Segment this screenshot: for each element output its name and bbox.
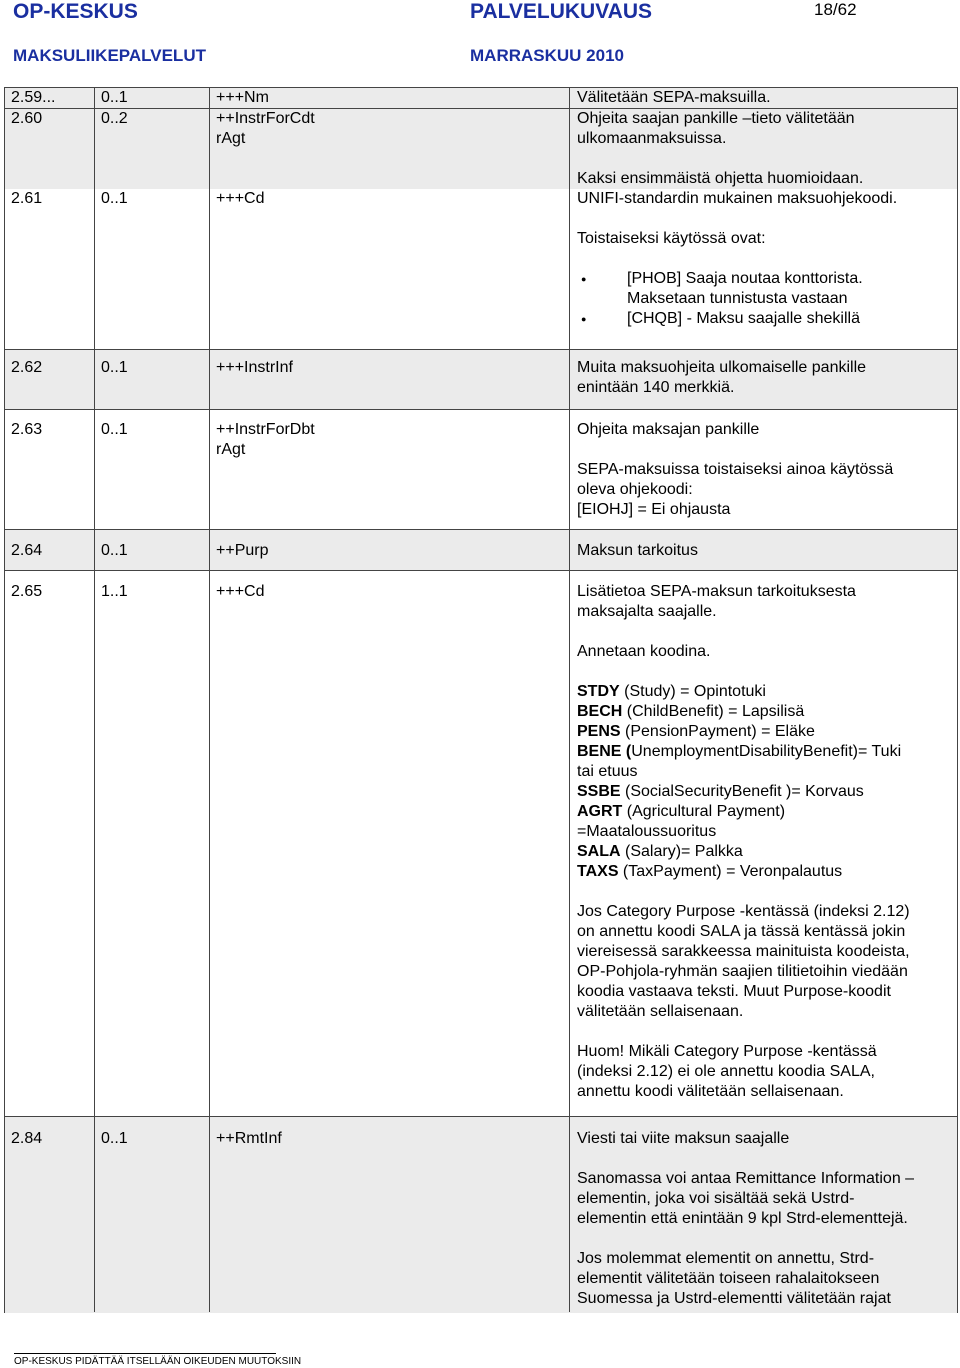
bullet-item: ● [PHOB] Saaja noutaa konttorista. Maksetaan tunnistusta vastaan <box>577 269 952 309</box>
purpose-code-meaning: (Salary)= Palkka <box>620 843 743 860</box>
remittance-note <box>577 1169 952 1229</box>
purpose-code-meaning: UnemploymentDisabilityBenefit)= Tuki <box>631 743 902 760</box>
row-cardinality: 1..1 <box>101 583 128 600</box>
row-cardinality: 0..1 <box>101 359 128 376</box>
row-description <box>577 358 952 398</box>
footer-note: OP-KESKUS PIDÄTTÄÄ ITSELLÄÄN OIKEUDEN MUUTOKSIIN <box>14 1356 302 1367</box>
row-cardinality: 0..1 <box>101 89 128 106</box>
description-line: Toistaiseksi käytössä ovat: <box>577 230 766 247</box>
purpose-code-line <box>577 722 952 742</box>
purpose-code-line <box>577 742 952 762</box>
description-line: [EIOHJ] = Ei ohjausta <box>577 501 731 518</box>
row-2-84 <box>5 1117 957 1313</box>
purpose-code-meaning: (Agricultural Payment) <box>622 803 786 820</box>
description-line: Sanomassa voi antaa Remittance Information – <box>577 1170 915 1187</box>
description-line: Annetaan koodina. <box>577 643 711 660</box>
description-line: oleva ohjekoodi: <box>577 481 693 498</box>
description-line: Muita maksuohjeita ulkomaiselle pankille <box>577 359 867 376</box>
purpose-code-meaning: (Study) = Opintotuki <box>619 683 766 700</box>
row-cardinality: 0..1 <box>101 1130 128 1147</box>
purpose-code: BECH <box>577 703 623 720</box>
row-2-63 <box>5 409 957 529</box>
purpose-code-line <box>577 862 952 882</box>
description-line: Ohjeita maksajan pankille <box>577 421 760 438</box>
description-line: välitetään sellaisenaan. <box>577 1003 744 1020</box>
field-name-line: rAgt <box>216 441 246 458</box>
description-line: koodia vastaava teksti. Muut Purpose-koodit <box>577 983 891 1000</box>
description-line: (indeksi 2.12) ei ole annettu koodia SALA, <box>577 1063 875 1080</box>
row-2-59 <box>5 88 957 108</box>
row-cardinality: 0..2 <box>101 110 128 127</box>
description-line: elementit välitetään toiseen rahalaitokseen <box>577 1270 880 1287</box>
description-line: Lisätietoa SEPA-maksun tarkoituksesta <box>577 583 856 600</box>
row-description <box>577 189 952 329</box>
row-cardinality: 0..1 <box>101 542 128 559</box>
document-date: MARRASKUU 2010 <box>470 46 624 65</box>
huom-note <box>577 1042 952 1102</box>
description-line: Suomessa ja Ustrd-elementti välitetään rajat <box>577 1290 891 1307</box>
purpose-code: SSBE <box>577 783 621 800</box>
row-description: Välitetään SEPA-maksuilla. <box>577 89 771 106</box>
description-line: UNIFI-standardin mukainen maksuohjekoodi. <box>577 190 898 207</box>
row-id: 2.63 <box>11 421 43 438</box>
description-line: Huom! Mikäli Category Purpose -kentässä <box>577 1043 877 1060</box>
description-line: Ohjeita saajan pankille –tieto välitetään <box>577 110 855 127</box>
footer-rule <box>14 1353 276 1354</box>
description-line: Jos Category Purpose -kentässä (indeksi 2.12) <box>577 903 910 920</box>
row-description <box>577 109 952 189</box>
purpose-code-meaning: (ChildBenefit) = Lapsilisä <box>622 703 805 720</box>
purpose-code-line <box>577 802 952 822</box>
description-line: elementin, joka voi sisältää sekä Ustrd- <box>577 1190 855 1207</box>
description-line: maksajalta saajalle. <box>577 603 717 620</box>
description-line: ulkomaanmaksuissa. <box>577 130 727 147</box>
bullet-item: ● [CHQB] - Maksu saajalle shekillä <box>577 309 952 329</box>
row-2-60 <box>5 109 957 189</box>
purpose-code-meaning: tai etuus <box>577 763 638 780</box>
remittance-note-2 <box>577 1249 952 1309</box>
purpose-code-line <box>577 762 952 782</box>
page-number: 18/62 <box>814 0 857 19</box>
row-description <box>577 582 952 1102</box>
purpose-code: PENS <box>577 723 621 740</box>
row-2-65 <box>5 571 957 1116</box>
row-id: 2.61 <box>11 190 43 207</box>
description-line: Kaksi ensimmäistä ohjetta huomioidaan. <box>577 170 864 187</box>
row-description <box>577 420 952 520</box>
description-line: OP-Pohjola-ryhmän saajien tilitietoihin viedään <box>577 963 908 980</box>
purpose-code: AGRT <box>577 803 623 820</box>
row-2-61 <box>5 189 957 349</box>
field-name-line: ++InstrForCdt <box>216 110 315 127</box>
row-field-name: +++InstrInf <box>216 359 293 376</box>
row-field-name: ++Purp <box>216 542 269 559</box>
document-title: PALVELUKUVAUS <box>470 0 653 23</box>
org-name: OP-KESKUS <box>13 0 138 23</box>
description-line: on annettu koodi SALA ja tässä kentässä jokin <box>577 923 906 940</box>
row-cardinality: 0..1 <box>101 421 128 438</box>
purpose-code: TAXS <box>577 863 619 880</box>
description-line: elementin että enintään 9 kpl Strd-elementtejä. <box>577 1210 908 1227</box>
purpose-code-meaning: =Maataloussuoritus <box>577 823 717 840</box>
row-2-62 <box>5 349 957 409</box>
row-id: 2.60 <box>11 110 43 127</box>
description-line: viereisessä sarakkeessa mainituista koodeista, <box>577 943 910 960</box>
description-line: SEPA-maksuissa toistaiseksi ainoa käytössä <box>577 461 894 478</box>
row-id: 2.65 <box>11 583 43 600</box>
purpose-code-line <box>577 842 952 862</box>
field-name-line: ++InstrForDbt <box>216 421 315 438</box>
row-field-name: ++RmtInf <box>216 1130 282 1147</box>
purpose-code-line <box>577 782 952 802</box>
row-cardinality: 0..1 <box>101 190 128 207</box>
category-purpose-note <box>577 902 952 1022</box>
page-header <box>0 0 960 80</box>
description-line: Viesti tai viite maksun saajalle <box>577 1130 790 1147</box>
row-field-name: +++Nm <box>216 89 269 106</box>
purpose-code-line <box>577 702 952 722</box>
purpose-code-meaning: (TaxPayment) = Veronpalautus <box>618 863 843 880</box>
row-description: Maksun tarkoitus <box>577 542 698 559</box>
purpose-code: BENE ( <box>577 743 632 760</box>
code-bullet-list <box>577 269 952 329</box>
purpose-code: STDY <box>577 683 620 700</box>
row-id: 2.62 <box>11 359 43 376</box>
purpose-code: SALA <box>577 843 621 860</box>
service-name: MAKSULIIKEPALVELUT <box>13 46 206 65</box>
description-line: enintään 140 merkkiä. <box>577 379 735 396</box>
row-field-name: +++Cd <box>216 190 265 207</box>
purpose-code-meaning: (SocialSecurityBenefit )= Korvaus <box>620 783 864 800</box>
row-field-name <box>216 109 336 149</box>
description-line: annettu koodi välitetään sellaisenaan. <box>577 1083 844 1100</box>
purpose-code-list <box>577 682 952 882</box>
row-id: 2.64 <box>11 542 43 559</box>
row-id: 2.59... <box>11 89 56 106</box>
description-line: Jos molemmat elementit on annettu, Strd- <box>577 1250 875 1267</box>
row-2-64 <box>5 530 957 570</box>
field-table <box>4 87 958 1313</box>
row-id: 2.84 <box>11 1130 43 1147</box>
purpose-code-meaning: (PensionPayment) = Eläke <box>620 723 815 740</box>
purpose-code-line <box>577 682 952 702</box>
field-name-line: rAgt <box>216 130 246 147</box>
row-field-name: +++Cd <box>216 583 265 600</box>
purpose-code-line <box>577 822 952 842</box>
row-description <box>577 1129 952 1309</box>
row-field-name <box>216 420 336 460</box>
